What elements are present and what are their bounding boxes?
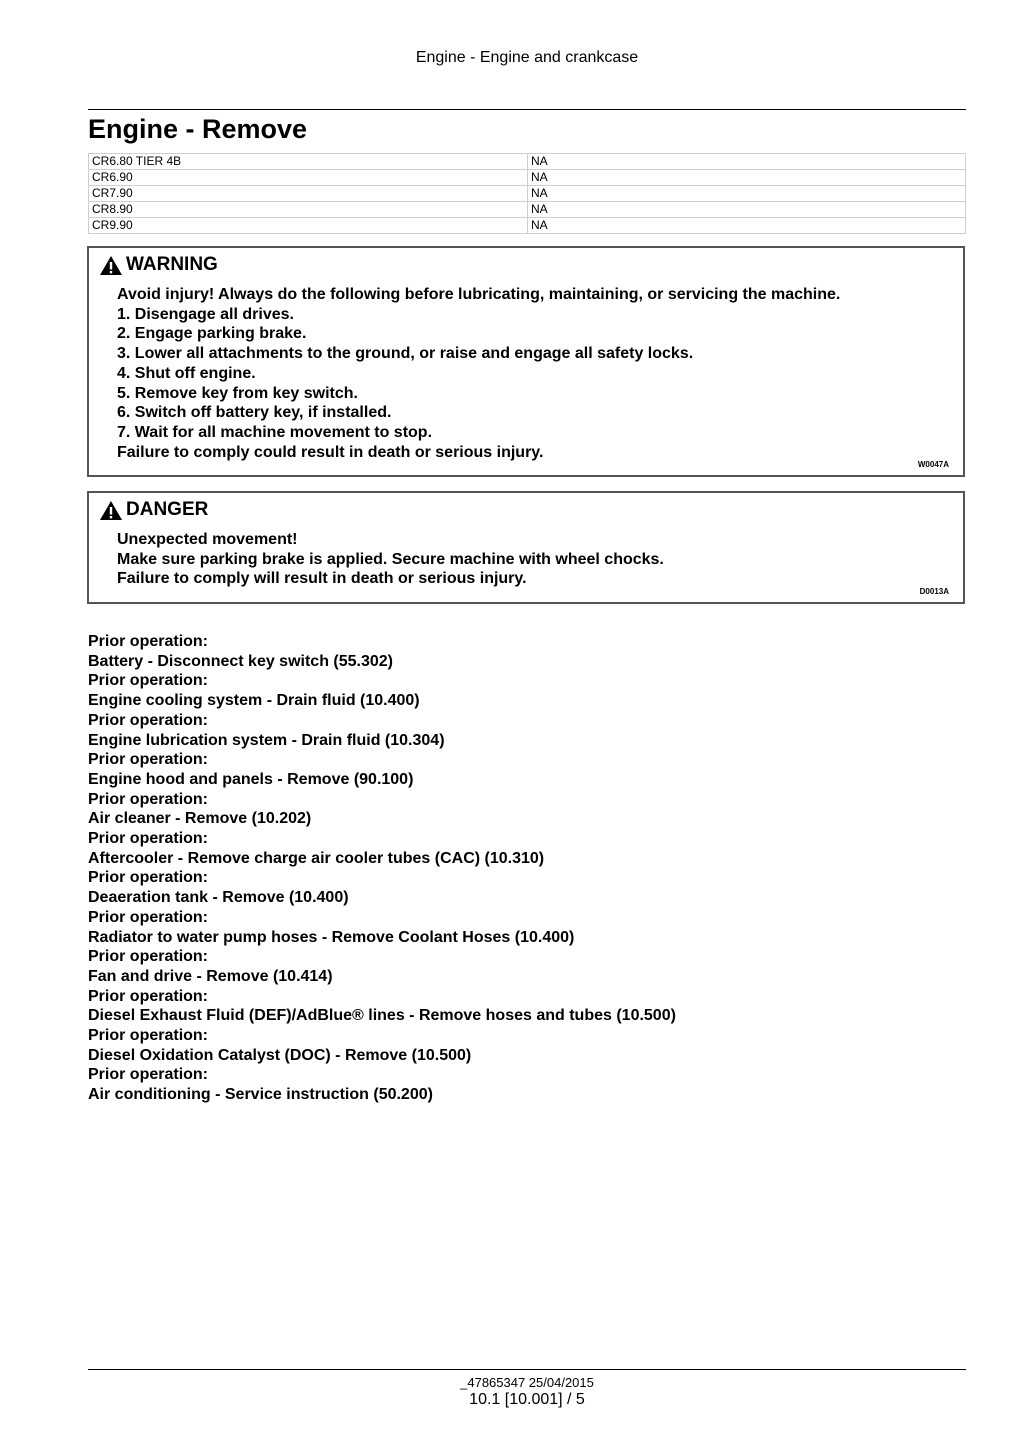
prior-operation-label: Prior operation: <box>88 948 209 966</box>
table-row <box>89 186 966 202</box>
warning-line: 4. Shut off engine. <box>117 364 256 382</box>
warning-line: 2. Engage parking brake. <box>117 325 307 343</box>
prior-operation-link[interactable]: Engine hood and panels - Remove (90.100) <box>88 770 414 788</box>
prior-operation-link[interactable]: Fan and drive - Remove (10.414) <box>88 967 333 985</box>
table-row <box>89 170 966 186</box>
warning-box <box>87 246 965 477</box>
prior-operation-link[interactable]: Battery - Disconnect key switch (55.302) <box>88 652 394 670</box>
footer-doc-id: _47865347 25/04/2015 <box>460 1375 594 1390</box>
prior-operation-label: Prior operation: <box>88 751 209 769</box>
warning-label: WARNING <box>126 254 218 275</box>
danger-line: Make sure parking brake is applied. Secure machine with wheel chocks. <box>117 550 664 568</box>
warning-text <box>117 285 840 462</box>
warning-line: 6. Switch off battery key, if installed. <box>117 404 392 422</box>
prior-operation-label: Prior operation: <box>88 790 209 808</box>
value-cell: NA <box>528 202 966 218</box>
model-cell: CR6.90 <box>89 170 528 186</box>
value-cell: NA <box>528 186 966 202</box>
warning-line: 5. Remove key from key switch. <box>117 384 358 402</box>
table-row <box>89 154 966 170</box>
prior-operation-label: Prior operation: <box>88 711 209 729</box>
prior-operation-link[interactable]: Diesel Exhaust Fluid (DEF)/AdBlue® lines - Remove hoses and tubes (10.500) <box>88 1007 676 1025</box>
prior-operation-label: Prior operation: <box>88 1066 209 1084</box>
prior-operation-link[interactable]: Engine cooling system - Drain fluid (10.400) <box>88 692 420 710</box>
prior-operation-label: Prior operation: <box>88 908 209 926</box>
danger-line: Unexpected movement! <box>117 531 298 548</box>
warning-triangle-icon <box>99 500 123 521</box>
danger-label: DANGER <box>126 499 209 520</box>
prior-operation-link[interactable]: Diesel Oxidation Catalyst (DOC) - Remove (10.500) <box>88 1046 472 1064</box>
danger-heading <box>99 499 208 521</box>
prior-operation-label: Prior operation: <box>88 672 209 690</box>
page-header: Engine - Engine and crankcase <box>415 49 639 66</box>
prior-operation-link[interactable]: Air cleaner - Remove (10.202) <box>88 810 312 828</box>
danger-code: D0013A <box>919 587 949 596</box>
model-cell: CR6.80 TIER 4B <box>89 154 528 170</box>
page-title: Engine - Remove <box>88 114 308 144</box>
model-cell: CR7.90 <box>89 186 528 202</box>
prior-operation-link[interactable]: Air conditioning - Service instruction (50.200) <box>88 1086 433 1104</box>
prior-operation-link[interactable]: Engine lubrication system - Drain fluid (10.304) <box>88 731 445 749</box>
value-cell: NA <box>528 170 966 186</box>
model-table <box>88 153 966 234</box>
header-rule <box>88 109 966 110</box>
warning-line: 3. Lower all attachments to the ground, or raise and engage all safety locks. <box>117 345 694 363</box>
danger-text <box>117 530 664 589</box>
warning-triangle-icon <box>99 255 123 276</box>
value-cell: NA <box>528 218 966 234</box>
prior-operation-label: Prior operation: <box>88 869 209 887</box>
warning-line: Avoid injury! Always do the following before lubricating, maintaining, or servicing the machine. <box>117 286 841 303</box>
footer-page-number: 10.1 [10.001] / 5 <box>469 1391 585 1408</box>
model-cell: CR9.90 <box>89 218 528 234</box>
warning-line: 7. Wait for all machine movement to stop. <box>117 423 433 441</box>
warning-line: Failure to comply could result in death or serious injury. <box>117 443 544 461</box>
prior-operation-label: Prior operation: <box>88 987 209 1005</box>
table-row <box>89 218 966 234</box>
prior-operation-link[interactable]: Radiator to water pump hoses - Remove Coolant Hoses (10.400) <box>88 928 575 946</box>
prior-operation-link[interactable]: Deaeration tank - Remove (10.400) <box>88 889 349 907</box>
warning-line: 1. Disengage all drives. <box>117 305 294 323</box>
footer-rule <box>88 1369 966 1370</box>
prior-operation-link[interactable]: Aftercooler - Remove charge air cooler tubes (CAC) (10.310) <box>88 849 545 867</box>
model-cell: CR8.90 <box>89 202 528 218</box>
prior-operation-label: Prior operation: <box>88 830 209 848</box>
prior-operation-label: Prior operation: <box>88 633 209 650</box>
warning-heading <box>99 254 218 276</box>
table-row <box>89 202 966 218</box>
danger-box <box>87 491 965 604</box>
prior-operations <box>88 632 676 1105</box>
warning-code: W0047A <box>917 460 949 469</box>
danger-line: Failure to comply will result in death or serious injury. <box>117 570 527 588</box>
value-cell: NA <box>528 154 966 170</box>
prior-operation-label: Prior operation: <box>88 1027 209 1045</box>
